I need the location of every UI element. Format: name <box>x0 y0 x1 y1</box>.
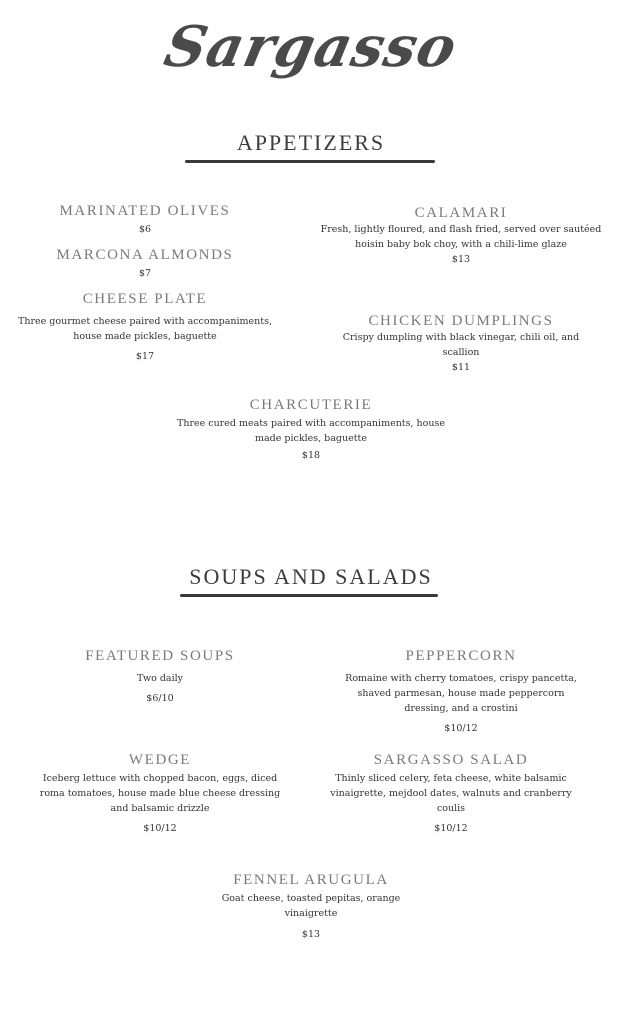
item-name: FEATURED SOUPS <box>85 648 235 664</box>
item-name: CHICKEN DUMPLINGS <box>368 313 554 329</box>
item-price: $6/10 <box>146 693 174 704</box>
item-description: Goat cheese, toasted pepitas, orange vinaigrette <box>221 893 401 919</box>
menu-item-marinated-olives <box>40 202 250 237</box>
item-name: MARCONA ALMONDS <box>56 247 234 263</box>
menu-item-peppercorn <box>336 647 586 736</box>
menu-item-charcuterie <box>176 396 446 463</box>
restaurant-logo: Sargasso <box>158 14 464 80</box>
appetizers-divider <box>185 160 435 163</box>
item-name: FENNEL ARUGULA <box>233 872 389 888</box>
item-price: $7 <box>138 268 152 279</box>
item-description: Three cured meats paired with accompaniments, house made pickles, baguette <box>176 418 445 444</box>
menu-item-cheese-plate <box>16 290 274 364</box>
menu-item-fennel-arugula <box>196 871 426 942</box>
item-price: $10/12 <box>444 723 478 734</box>
menu-item-chicken-dumplings <box>326 312 596 375</box>
item-price: $10/12 <box>434 823 468 834</box>
item-description: Iceberg lettuce with chopped bacon, eggs, diced roma tomatoes, house made blue cheese dressing and balsamic drizzle <box>39 773 281 814</box>
item-name: PEPPERCORN <box>405 648 517 664</box>
item-price: $13 <box>451 254 471 265</box>
menu-item-sargasso-salad <box>320 751 582 836</box>
menu-item-featured-soups <box>50 647 270 706</box>
item-name: CHARCUTERIE <box>249 397 373 413</box>
menu-item-marcona-almonds <box>40 246 250 281</box>
item-name: CALAMARI <box>414 205 508 221</box>
item-description: Fresh, lightly floured, and flash fried, served over sautéed hoisin baby bok choy, with a chili-lime glaze <box>320 224 602 250</box>
soups-salads-divider <box>180 594 438 597</box>
item-price: $10/12 <box>143 823 177 834</box>
item-name: SARGASSO SALAD <box>373 752 529 768</box>
item-description: Crispy dumpling with black vinegar, chili oil, and scallion <box>342 332 580 358</box>
item-name: MARINATED OLIVES <box>59 203 231 219</box>
item-price: $13 <box>301 929 321 940</box>
item-price: $11 <box>451 362 471 373</box>
item-description: Three gourmet cheese paired with accompaniments, house made pickles, baguette <box>18 316 272 342</box>
item-price: $18 <box>301 450 321 461</box>
menu-item-calamari <box>320 204 602 267</box>
item-description: Two daily <box>136 673 184 684</box>
item-description: Thinly sliced celery, feta cheese, white balsamic vinaigrette, mejdool dates, walnuts and cranberry coulis <box>330 773 572 814</box>
appetizers-heading: APPETIZERS <box>236 130 386 155</box>
item-name: CHEESE PLATE <box>82 291 208 307</box>
menu-item-wedge <box>36 751 284 836</box>
item-description: Romaine with cherry tomatoes, crispy pancetta, shaved parmesan, house made peppercorn dressing, and a crostini <box>345 673 577 714</box>
soups-salads-heading: SOUPS AND SALADS <box>189 564 433 589</box>
item-price: $6 <box>138 224 152 235</box>
item-price: $17 <box>135 351 155 362</box>
item-name: WEDGE <box>128 752 192 768</box>
